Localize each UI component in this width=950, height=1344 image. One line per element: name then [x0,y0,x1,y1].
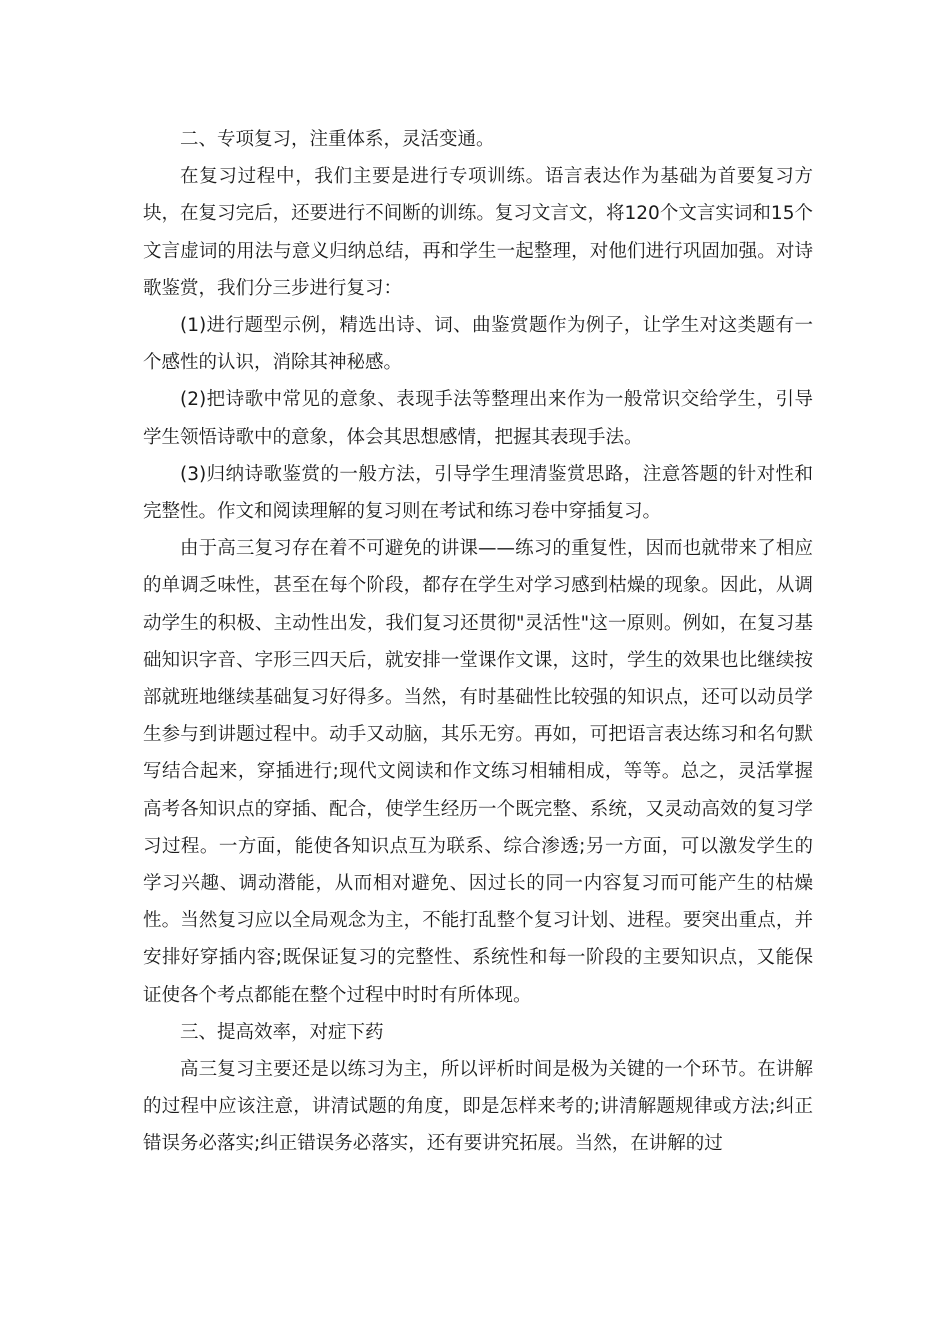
section-heading-3: 三、提高效率，对症下药 [180,1021,384,1043]
paragraph-efficiency: 高三复习主要还是以练习为主，所以评析时间是极为关键的一个环节。在讲解的过程中应该注意，讲清试题的角度，即是怎样来考的;讲清解题规律或方法;纠正错误务必落实;纠正错误务必落实，还有要讲究拓展。当然，在讲解的过 [143,1059,813,1155]
paragraph-review-process: 在复习过程中，我们主要是进行专项训练。语言表达作为基础为首要复习方块，在复习完后，还要进行不间断的训练。复习文言文，将120个文言实词和15个文言虚词的用法与意义归纳总结，再和学生一起整理，对他们进行巩固加强。对诗歌鉴赏，我们分三步进行复习： [143,166,813,299]
paragraph-flexibility: 由于高三复习存在着不可避免的讲课——练习的重复性，因而也就带来了相应的单调乏味性，甚至在每个阶段，都存在学生对学习感到枯燥的现象。因此，从调动学生的积极、主动性出发，我们复习还贯彻"灵活性"这一原则。例如，在复习基础知识字音、字形三四天后，就安排一堂课作文课，这时，学生的效果也比继续按部就班地继续基础复习好得多。当然，有时基础性比较强的知识点，还可以动员学生参与到讲题过程中。动手又动脑，其乐无穷。再如，可把语言表达练习和名句默写结合起来，穿插进行;现代文阅读和作文练习相辅相成，等等。总之，灵活掌握高考各知识点的穿插、配合，使学生经历一个既完整、系统，又灵动高效的复习学习过程。一方面，能使各知识点互为联系、综合渗透;另一方面，可以激发学生的学习兴趣、调动潜能，从而相对避免、因过长的同一内容复习而可能产生的枯燥性。当然复习应以全局观念为主，不能打乱整个复习计划、进程。要突出重点，并安排好穿插内容;既保证复习的完整性、系统性和每一阶段的主要知识点，又能保证使各个考点都能在整个过程中时时有所体现。 [143,538,813,1006]
paragraph-step-1: (1)进行题型示例，精选出诗、词、曲鉴赏题作为例子，让学生对这类题有一个感性的认识，消除其神秘感。 [143,315,813,374]
paragraph-step-3: (3)归纳诗歌鉴赏的一般方法，引导学生理清鉴赏思路，注意答题的针对性和完整性。作文和阅读理解的复习则在考试和练习卷中穿插复习。 [143,463,813,523]
document-page [143,121,813,1163]
paragraph-step-2: (2)把诗歌中常见的意象、表现手法等整理出来作为一般常识交给学生，引导学生领悟诗歌中的意象，体会其思想感情，把握其表现手法。 [143,389,813,448]
section-heading-2: 二、专项复习，注重体系，灵活变通。 [180,129,495,150]
